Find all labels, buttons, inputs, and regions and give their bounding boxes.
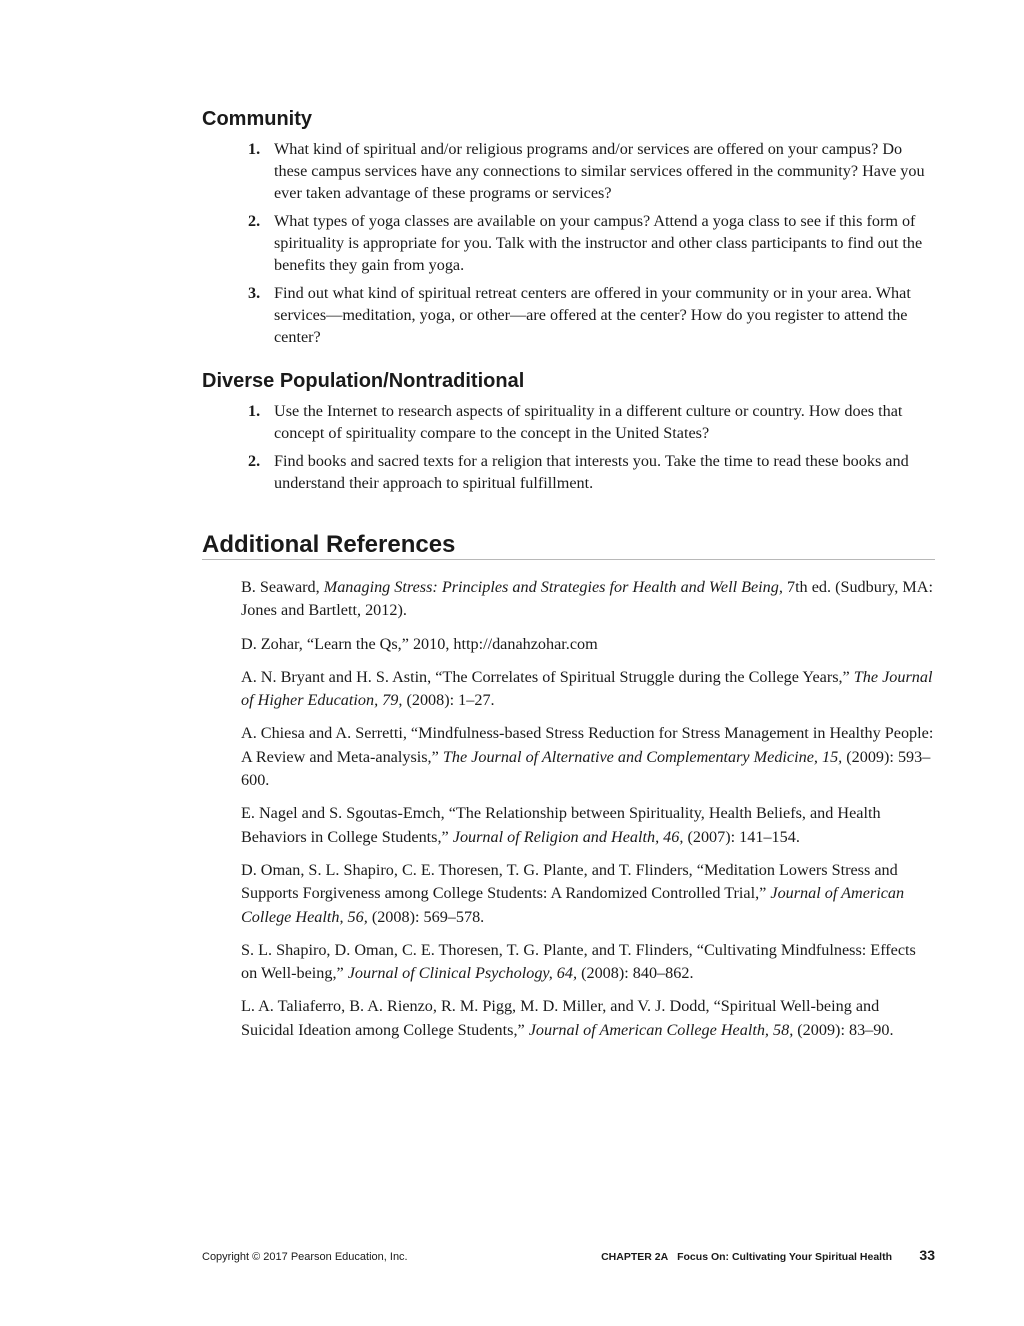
diverse-questions <box>248 400 938 500</box>
reference-text: D. Zohar, “Learn the Qs,” 2010, http://danahzohar.com <box>241 634 598 653</box>
chapter-title: Focus On: Cultivating Your Spiritual Health <box>677 1251 892 1263</box>
diverse-heading: Diverse Population/Nontraditional <box>202 370 525 392</box>
reference-item <box>241 576 936 623</box>
reference-source: Managing Stress: Principles and Strategies for Health and Well Being, <box>323 578 783 596</box>
question-number: 1. <box>248 140 261 158</box>
reference-details: 7th ed. (Sudbury, MA: Jones and Bartlett, 2012). <box>241 578 933 620</box>
reference-text: S. L. Shapiro, D. Oman, C. E. Thoresen, T. G. Plante, and T. Flinders, “Cultivating Mindfulness: Effects on Well-being,” <box>241 940 916 983</box>
reference-source: Journal of American College Health, 56, <box>241 884 905 926</box>
question-number: 3. <box>248 284 261 302</box>
reference-text: B. Seaward, <box>241 578 324 596</box>
community-question-1 <box>248 138 938 204</box>
reference-item <box>241 722 936 792</box>
reference-source: The Journal of Higher Education, 79, <box>241 667 933 710</box>
reference-item <box>241 859 936 929</box>
reference-source: Journal of Clinical Psychology, 64, <box>347 964 578 983</box>
page-number: 33 <box>919 1247 935 1263</box>
reference-source: Journal of Religion and Health, 46, <box>452 827 684 846</box>
reference-details: (2008): 1–27. <box>402 691 495 710</box>
question-text: Find books and sacred texts for a religion that interests you. Take the time to read these books and understand their approach to spiritual fulfillment. <box>274 452 909 492</box>
reference-text: D. Oman, S. L. Shapiro, C. E. Thoresen, T. G. Plante, and T. Flinders, “Meditation Lowers Stress and Supports Forgiveness among College Students: A Randomized Controlled Trial,” <box>241 860 898 903</box>
question-text: What kind of spiritual and/or religious programs and/or services are offered on your campus? Do these campus services have any connections to similar services offered in the community? Have you ever taken advantage of these programs or services? <box>274 140 925 202</box>
reference-text: L. A. Taliaferro, B. A. Rienzo, R. M. Pigg, M. D. Miller, and V. J. Dodd, “Spiritual Well-being and Suicidal Ideation among College Students,” <box>241 997 880 1039</box>
reference-details: (2009): 593–600. <box>241 747 931 790</box>
reference-details: (2009): 83–90. <box>793 1020 894 1039</box>
reference-text: E. Nagel and S. Sgoutas-Emch, “The Relationship between Spirituality, Health Beliefs, and Health Behaviors in College Students,” <box>241 804 881 846</box>
reference-item <box>241 939 936 986</box>
reference-text: A. N. Bryant and H. S. Astin, “The Correlates of Spiritual Struggle during the College Years,” <box>241 667 854 686</box>
community-question-2 <box>248 210 938 276</box>
community-heading: Community <box>202 108 312 130</box>
references-list <box>241 576 936 1052</box>
question-number: 2. <box>248 212 261 230</box>
reference-source: The Journal of Alternative and Complementary Medicine, 15, <box>442 747 843 766</box>
question-number: 2. <box>248 452 261 470</box>
section-divider <box>202 559 935 560</box>
chapter-running-footer <box>601 1250 892 1264</box>
reference-details: (2008): 840–862. <box>577 964 694 983</box>
diverse-question-1 <box>248 400 938 444</box>
question-text: Use the Internet to research aspects of spirituality in a different culture or country. How does that concept of spirituality compare to the concept in the United States? <box>274 402 903 442</box>
reference-details: (2008): 569–578. <box>367 907 485 926</box>
reference-item <box>241 633 936 656</box>
reference-item <box>241 666 936 713</box>
reference-details: (2007): 141–154. <box>683 827 800 846</box>
references-heading: Additional References <box>202 531 456 558</box>
copyright-notice: Copyright © 2017 Pearson Education, Inc. <box>202 1251 408 1263</box>
question-number: 1. <box>248 402 261 420</box>
community-questions <box>248 138 938 354</box>
chapter-label: CHAPTER 2A <box>601 1251 669 1263</box>
reference-source: Journal of American College Health, 58, <box>528 1020 794 1039</box>
community-question-3 <box>248 282 938 348</box>
reference-text: A. Chiesa and A. Serretti, “Mindfulness-based Stress Reduction for Stress Management in Healthy People: A Review and Meta-analysis,” <box>241 724 934 766</box>
reference-item <box>241 995 936 1042</box>
reference-item <box>241 802 936 849</box>
diverse-question-2 <box>248 450 938 494</box>
question-text: Find out what kind of spiritual retreat centers are offered in your community or in your area. What services—meditation, yoga, or other—are offered at the center? How do you register to attend the center? <box>274 284 911 346</box>
question-text: What types of yoga classes are available on your campus? Attend a yoga class to see if this form of spirituality is appropriate for you. Talk with the instructor and other class participants to find out the benefits they gain from yoga. <box>274 212 923 274</box>
